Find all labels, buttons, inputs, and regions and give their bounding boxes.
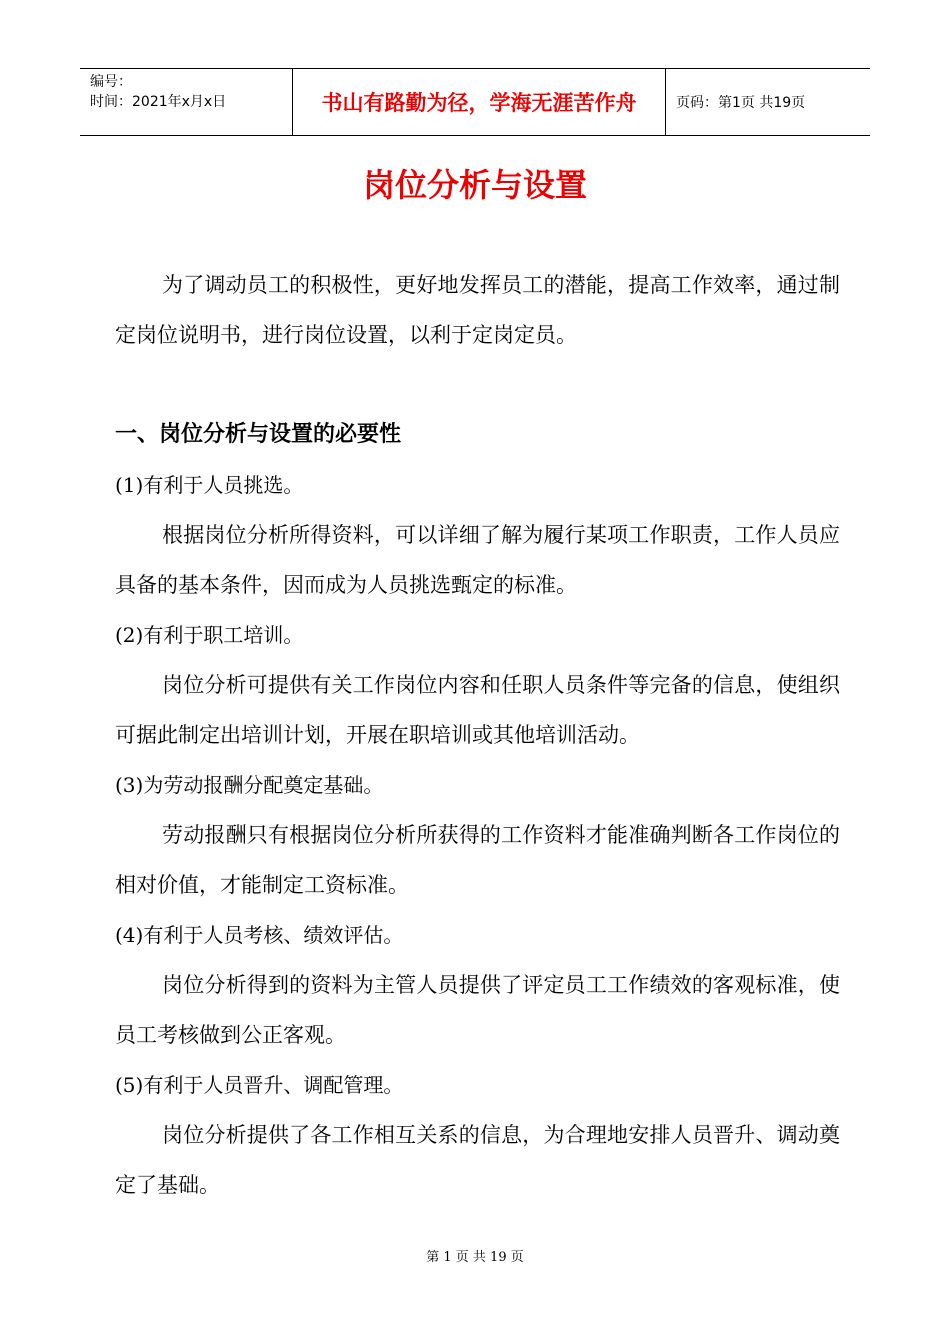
item-label-3: (3)为劳动报酬分配奠定基础。 bbox=[115, 773, 384, 797]
item-label-5: (5)有利于人员晋升、调配管理。 bbox=[115, 1073, 404, 1097]
document-body bbox=[115, 260, 840, 1210]
page-footer: 第 1 页 共 19 页 bbox=[426, 1250, 524, 1265]
time-label: 时间：2021年x月x日 bbox=[90, 94, 227, 110]
header-table bbox=[80, 68, 870, 136]
item-text-5: 岗位分析提供了各工作相互关系的信息，为合理地安排人员晋升、调动奠定了基础。 bbox=[115, 1123, 840, 1197]
header-meta bbox=[80, 69, 293, 136]
item-text-3: 劳动报酬只有根据岗位分析所获得的工作资料才能准确判断各工作岗位的相对价值，才能制定工资标准。 bbox=[115, 823, 840, 897]
item-label-2: (2)有利于职工培训。 bbox=[115, 623, 304, 647]
item-text-2: 岗位分析可提供有关工作岗位内容和任职人员条件等完备的信息，使组织可据此制定出培训计划，开展在职培训或其他培训活动。 bbox=[115, 673, 840, 747]
document-title: 岗位分析与设置 bbox=[362, 166, 587, 204]
header-motto: 书山有路勤为径，学海无涯苦作舟 bbox=[293, 69, 666, 136]
number-label: 编号： bbox=[90, 74, 132, 90]
header-page-info: 页码：第1页 共19页 bbox=[666, 69, 871, 136]
item-label-4: (4)有利于人员考核、绩效评估。 bbox=[115, 923, 404, 947]
intro-paragraph: 为了调动员工的积极性，更好地发挥员工的潜能，提高工作效率，通过制定岗位说明书，进行岗位设置，以利于定岗定员。 bbox=[115, 273, 840, 347]
spacer bbox=[115, 360, 840, 410]
item-text-4: 岗位分析得到的资料为主管人员提供了评定员工工作绩效的客观标准，使员工考核做到公正客观。 bbox=[115, 973, 840, 1047]
item-text-1: 根据岗位分析所得资料，可以详细了解为履行某项工作职责，工作人员应具备的基本条件，因而成为人员挑选甄定的标准。 bbox=[115, 523, 840, 597]
section-heading: 一、岗位分析与设置的必要性 bbox=[115, 422, 402, 447]
item-label-1: (1)有利于人员挑选。 bbox=[115, 473, 304, 497]
